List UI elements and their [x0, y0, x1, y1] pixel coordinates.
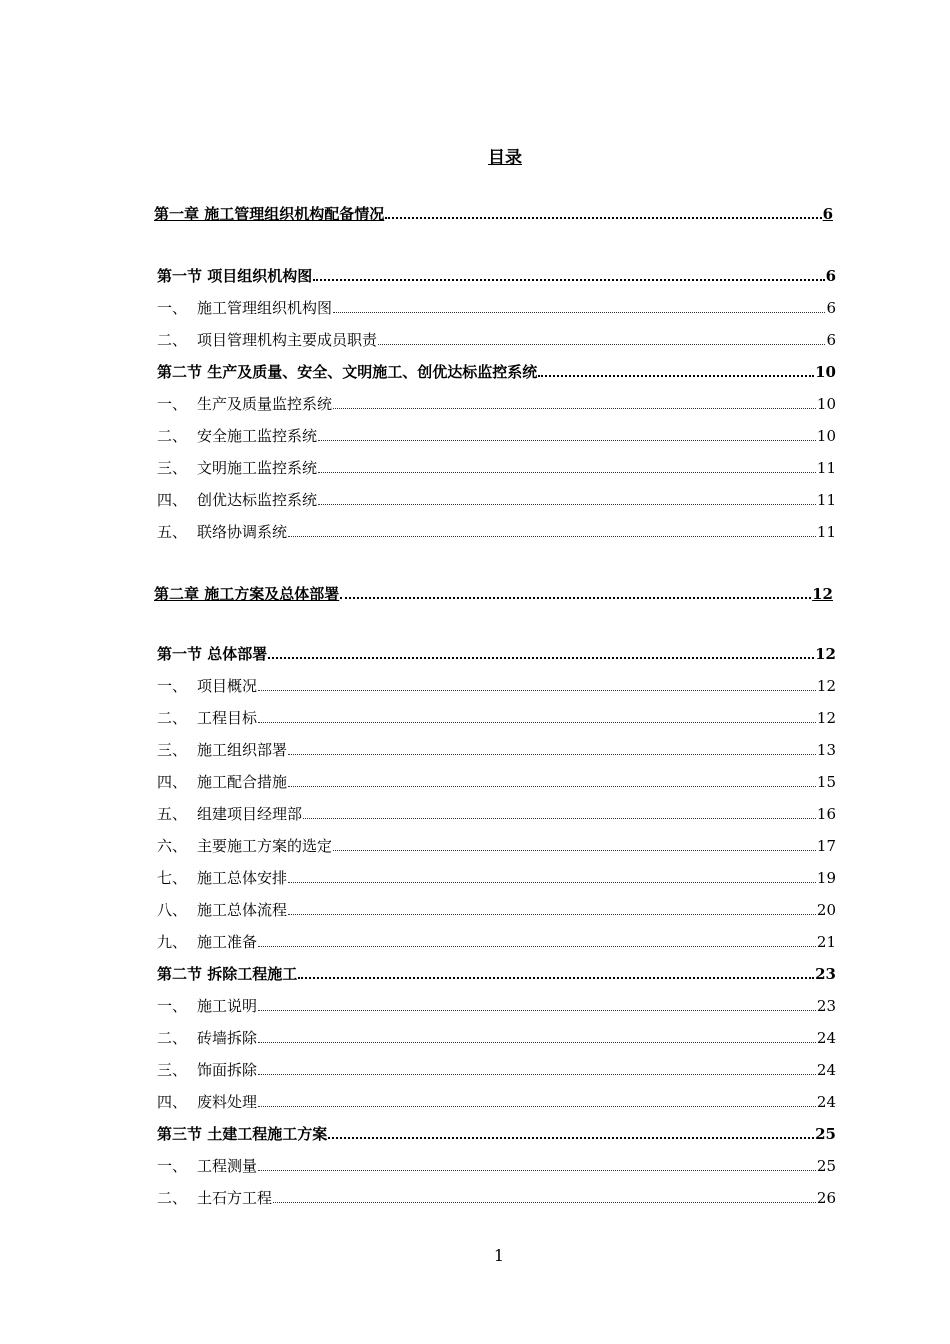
- toc-entry-page: 21: [816, 933, 836, 951]
- toc-entry-item[interactable]: [157, 1154, 836, 1176]
- dot-leader: [258, 1170, 816, 1171]
- toc-entry-page: 16: [816, 805, 836, 823]
- dot-leader: [318, 472, 816, 473]
- dot-leader: [333, 850, 816, 851]
- toc-entry-label: 工程目标: [197, 709, 258, 727]
- toc-entry-number: 四、: [157, 491, 188, 509]
- toc-entry-item[interactable]: [157, 834, 836, 856]
- dot-leader: [288, 786, 816, 787]
- toc-entry-item[interactable]: [157, 994, 836, 1016]
- toc-entry-label: 创优达标监控系统: [197, 491, 318, 509]
- dot-leader: [303, 818, 816, 819]
- toc-title: 目录: [488, 148, 522, 168]
- toc-entry-label: 第二节 拆除工程施工: [157, 965, 298, 983]
- toc-entry-label: 施工配合措施: [197, 773, 288, 791]
- toc-entry-section[interactable]: [157, 1122, 836, 1144]
- dot-leader: [258, 690, 816, 691]
- toc-entry-item[interactable]: [157, 706, 836, 728]
- dot-leader: [288, 914, 816, 915]
- toc-entry-page: 6: [822, 205, 833, 223]
- toc-entry-item[interactable]: [157, 930, 836, 952]
- toc-entry-page: 23: [815, 965, 836, 983]
- toc-entry-label: 第一章 施工管理组织机构配备情况: [154, 205, 385, 223]
- toc-entry-number: 六、: [157, 837, 188, 855]
- toc-entry-page: 12: [812, 585, 833, 603]
- toc-entry-label: 工程测量: [197, 1157, 258, 1175]
- toc-entry-label: 第二章 施工方案及总体部署: [154, 585, 340, 603]
- toc-entry-label: 生产及质量监控系统: [197, 395, 333, 413]
- toc-entry-number: 三、: [157, 459, 188, 477]
- toc-entry-number: 九、: [157, 933, 188, 951]
- toc-entry-label: 第一节 总体部署: [157, 645, 268, 663]
- toc-entry-number: 三、: [157, 1061, 188, 1079]
- toc-entry-number: 二、: [157, 1029, 188, 1047]
- toc-entry-page: 24: [816, 1029, 836, 1047]
- toc-entry-item[interactable]: [157, 1058, 836, 1080]
- toc-entry-page: 11: [816, 459, 836, 477]
- toc-entry-item[interactable]: [157, 802, 836, 824]
- dot-leader: [298, 977, 814, 979]
- dot-leader: [385, 217, 821, 219]
- dot-leader: [258, 1074, 816, 1075]
- toc-entry-label: 废料处理: [197, 1093, 258, 1111]
- toc-entry-label: 饰面拆除: [197, 1061, 258, 1079]
- toc-entry-page: 12: [815, 645, 836, 663]
- toc-entry-item[interactable]: [157, 674, 836, 696]
- toc-entry-label: 第二节 生产及质量、安全、文明施工、创优达标监控系统: [157, 363, 538, 381]
- toc-entry-label: 第三节 土建工程施工方案: [157, 1125, 328, 1143]
- toc-entry-section[interactable]: [157, 264, 836, 286]
- toc-entry-page: 10: [816, 427, 836, 445]
- toc-entry-number: 七、: [157, 869, 188, 887]
- toc-entry-page: 25: [815, 1125, 836, 1143]
- toc-entry-page: 12: [816, 677, 836, 695]
- toc-entry-item[interactable]: [157, 456, 836, 478]
- toc-entry-number: 五、: [157, 523, 188, 541]
- toc-entry-section[interactable]: [157, 962, 836, 984]
- toc-entry-page: 26: [816, 1189, 836, 1207]
- toc-entry-page: 23: [816, 997, 836, 1015]
- toc-entry-page: 12: [816, 709, 836, 727]
- toc-entry-label: 第一节 项目组织机构图: [157, 267, 313, 285]
- toc-entry-label: 施工总体流程: [197, 901, 288, 919]
- toc-entry-item[interactable]: [157, 296, 836, 318]
- toc-entry-page: 11: [816, 491, 836, 509]
- toc-entry-chapter[interactable]: [154, 202, 833, 224]
- toc-entry-label: 安全施工监控系统: [197, 427, 318, 445]
- toc-entry-item[interactable]: [157, 392, 836, 414]
- page-number: 1: [493, 1246, 505, 1265]
- dot-leader: [318, 504, 816, 505]
- toc-entry-item[interactable]: [157, 328, 836, 350]
- toc-entry-number: 八、: [157, 901, 188, 919]
- toc-entry-page: 10: [815, 363, 836, 381]
- toc-entry-page: 24: [816, 1061, 836, 1079]
- dot-leader: [333, 408, 816, 409]
- toc-entry-number: 二、: [157, 1189, 188, 1207]
- toc-entry-item[interactable]: [157, 898, 836, 920]
- dot-leader: [378, 344, 825, 345]
- toc-entry-label: 联络协调系统: [197, 523, 288, 541]
- toc-entry-item[interactable]: [157, 738, 836, 760]
- toc-entry-page: 17: [816, 837, 836, 855]
- dot-leader: [258, 946, 816, 947]
- toc-entry-item[interactable]: [157, 488, 836, 510]
- toc-entry-section[interactable]: [157, 642, 836, 664]
- dot-leader: [333, 312, 825, 313]
- dot-leader: [258, 1042, 816, 1043]
- toc-entry-chapter[interactable]: [154, 582, 833, 604]
- toc-entry-page: 20: [816, 901, 836, 919]
- dot-leader: [288, 754, 816, 755]
- toc-entry-page: 6: [826, 299, 836, 317]
- toc-entry-item[interactable]: [157, 424, 836, 446]
- toc-entry-number: 三、: [157, 741, 188, 759]
- dot-leader: [273, 1202, 816, 1203]
- toc-entry-page: 6: [826, 331, 836, 349]
- toc-entry-item[interactable]: [157, 770, 836, 792]
- dot-leader: [288, 882, 816, 883]
- toc-entry-page: 24: [816, 1093, 836, 1111]
- toc-entry-label: 文明施工监控系统: [197, 459, 318, 477]
- dot-leader: [288, 536, 816, 537]
- toc-entry-label: 项目管理机构主要成员职责: [197, 331, 378, 349]
- toc-entry-number: 一、: [157, 677, 188, 695]
- toc-entry-section[interactable]: [157, 360, 836, 382]
- toc-entry-label: 施工总体安排: [197, 869, 288, 887]
- toc-entry-page: 11: [816, 523, 836, 541]
- toc-entry-label: 施工管理组织机构图: [197, 299, 333, 317]
- toc-entry-number: 二、: [157, 427, 188, 445]
- dot-leader: [340, 597, 811, 599]
- toc-entry-number: 五、: [157, 805, 188, 823]
- toc-entry-page: 25: [816, 1157, 836, 1175]
- toc-entry-page: 19: [816, 869, 836, 887]
- toc-entry-number: 一、: [157, 395, 188, 413]
- toc-entry-number: 四、: [157, 1093, 188, 1111]
- dot-leader: [313, 279, 824, 281]
- toc-entry-page: 13: [816, 741, 836, 759]
- dot-leader: [258, 722, 816, 723]
- toc-entry-label: 组建项目经理部: [197, 805, 303, 823]
- dot-leader: [258, 1106, 816, 1107]
- toc-entry-label: 土石方工程: [197, 1189, 273, 1207]
- toc-entry-page: 15: [816, 773, 836, 791]
- toc-entry-label: 施工组织部署: [197, 741, 288, 759]
- dot-leader: [268, 657, 814, 659]
- dot-leader: [258, 1010, 816, 1011]
- toc-entry-number: 二、: [157, 331, 188, 349]
- dot-leader: [538, 375, 814, 377]
- toc-entry-item[interactable]: [157, 1186, 836, 1208]
- toc-entry-item[interactable]: [157, 1090, 836, 1112]
- toc-entry-label: 施工准备: [197, 933, 258, 951]
- toc-entry-page: 10: [816, 395, 836, 413]
- toc-entry-item[interactable]: [157, 866, 836, 888]
- dot-leader: [318, 440, 816, 441]
- toc-entry-label: 主要施工方案的选定: [197, 837, 333, 855]
- dot-leader: [328, 1137, 814, 1139]
- toc-entry-page: 6: [825, 267, 836, 285]
- toc-entry-number: 一、: [157, 1157, 188, 1175]
- toc-entry-item[interactable]: [157, 1026, 836, 1048]
- toc-entry-number: 四、: [157, 773, 188, 791]
- toc-entry-label: 施工说明: [197, 997, 258, 1015]
- toc-entry-label: 砖墙拆除: [197, 1029, 258, 1047]
- toc-entry-number: 一、: [157, 997, 188, 1015]
- toc-entry-number: 二、: [157, 709, 188, 727]
- toc-entry-label: 项目概况: [197, 677, 258, 695]
- toc-entry-item[interactable]: [157, 520, 836, 542]
- toc-entry-number: 一、: [157, 299, 188, 317]
